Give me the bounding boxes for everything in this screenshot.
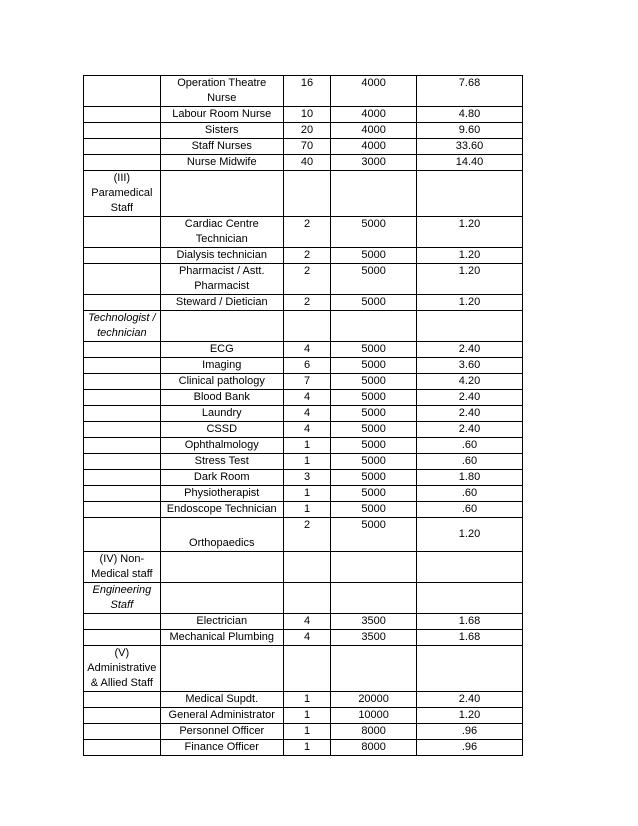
category-cell: (IV) Non-Medical staff <box>84 552 161 583</box>
table-row <box>84 107 523 123</box>
table-row <box>84 470 523 486</box>
staff-name-cell: Laundry <box>160 406 283 422</box>
rate-cell: 5000 <box>331 470 417 486</box>
rate-cell: 8000 <box>331 724 417 740</box>
amount-cell: 2.40 <box>417 342 523 358</box>
category-cell: (V) Administrative & Allied Staff <box>84 646 161 692</box>
rate-cell: 5000 <box>331 438 417 454</box>
quantity-cell: 70 <box>283 139 330 155</box>
amount-cell <box>417 311 523 342</box>
category-cell <box>84 155 161 171</box>
rate-cell: 4000 <box>331 123 417 139</box>
staff-name-cell: ECG <box>160 342 283 358</box>
quantity-cell <box>283 552 330 583</box>
category-cell <box>84 107 161 123</box>
table-row <box>84 342 523 358</box>
amount-cell: 1.20 <box>417 708 523 724</box>
amount-cell: 4.80 <box>417 107 523 123</box>
quantity-cell: 2 <box>283 518 330 552</box>
category-cell <box>84 740 161 756</box>
staff-name-cell: Dark Room <box>160 470 283 486</box>
staff-name-cell: Ophthalmology <box>160 438 283 454</box>
amount-cell: 7.68 <box>417 76 523 107</box>
category-cell <box>84 470 161 486</box>
category-cell <box>84 708 161 724</box>
staff-name-cell: CSSD <box>160 422 283 438</box>
rate-cell: 5000 <box>331 486 417 502</box>
amount-cell: 1.68 <box>417 630 523 646</box>
category-cell <box>84 295 161 311</box>
quantity-cell: 1 <box>283 740 330 756</box>
category-cell <box>84 486 161 502</box>
staff-name-cell: Sisters <box>160 123 283 139</box>
amount-cell: 1.80 <box>417 470 523 486</box>
quantity-cell: 4 <box>283 630 330 646</box>
rate-cell <box>331 583 417 614</box>
amount-cell: 1.20 <box>417 248 523 264</box>
table-row <box>84 123 523 139</box>
amount-cell: .60 <box>417 502 523 518</box>
table-row <box>84 486 523 502</box>
rate-cell: 5000 <box>331 406 417 422</box>
staff-cost-table <box>83 75 523 756</box>
quantity-cell: 4 <box>283 342 330 358</box>
table-row <box>84 422 523 438</box>
category-cell <box>84 358 161 374</box>
amount-cell: 1.20 <box>417 264 523 295</box>
table-row <box>84 264 523 295</box>
quantity-cell <box>283 583 330 614</box>
category-cell <box>84 248 161 264</box>
staff-name-cell <box>160 552 283 583</box>
amount-cell: 1.20 <box>417 518 523 552</box>
staff-name-cell: Imaging <box>160 358 283 374</box>
table-row <box>84 406 523 422</box>
category-cell: (III) Paramedical Staff <box>84 171 161 217</box>
staff-name-cell <box>160 646 283 692</box>
table-row <box>84 358 523 374</box>
amount-cell: 1.20 <box>417 217 523 248</box>
staff-name-cell <box>160 311 283 342</box>
staff-name-cell: Cardiac Centre Technician <box>160 217 283 248</box>
table-row <box>84 708 523 724</box>
category-header-row <box>84 583 523 614</box>
table-row <box>84 155 523 171</box>
amount-cell: .60 <box>417 486 523 502</box>
quantity-cell: 2 <box>283 295 330 311</box>
staff-name-cell: Staff Nurses <box>160 139 283 155</box>
quantity-cell: 1 <box>283 486 330 502</box>
rate-cell <box>331 311 417 342</box>
staff-name-cell: Blood Bank <box>160 390 283 406</box>
staff-name-cell <box>160 583 283 614</box>
amount-cell: 3.60 <box>417 358 523 374</box>
staff-name-cell: Nurse Midwife <box>160 155 283 171</box>
quantity-cell <box>283 311 330 342</box>
table-row <box>84 502 523 518</box>
category-cell: Engineering Staff <box>84 583 161 614</box>
table-row <box>84 217 523 248</box>
rate-cell: 5000 <box>331 518 417 552</box>
rate-cell: 4000 <box>331 107 417 123</box>
quantity-cell: 2 <box>283 264 330 295</box>
staff-name-cell: Labour Room Nurse <box>160 107 283 123</box>
category-cell <box>84 692 161 708</box>
quantity-cell: 4 <box>283 390 330 406</box>
amount-cell: 14.40 <box>417 155 523 171</box>
category-cell <box>84 217 161 248</box>
rate-cell: 5000 <box>331 342 417 358</box>
rate-cell: 3500 <box>331 630 417 646</box>
quantity-cell: 4 <box>283 406 330 422</box>
amount-cell: 1.20 <box>417 295 523 311</box>
staff-name-cell: Pharmacist / Astt. Pharmacist <box>160 264 283 295</box>
amount-cell: 9.60 <box>417 123 523 139</box>
staff-name-cell: General Administrator <box>160 708 283 724</box>
category-cell <box>84 502 161 518</box>
quantity-cell: 6 <box>283 358 330 374</box>
quantity-cell: 10 <box>283 107 330 123</box>
quantity-cell: 1 <box>283 724 330 740</box>
staff-name-cell: Dialysis technician <box>160 248 283 264</box>
category-cell <box>84 342 161 358</box>
amount-cell: .96 <box>417 724 523 740</box>
rate-cell: 8000 <box>331 740 417 756</box>
rate-cell: 5000 <box>331 264 417 295</box>
category-cell <box>84 724 161 740</box>
table-body <box>84 76 523 756</box>
table-row <box>84 724 523 740</box>
category-header-row <box>84 552 523 583</box>
quantity-cell: 1 <box>283 708 330 724</box>
staff-name-cell: Mechanical Plumbing <box>160 630 283 646</box>
quantity-cell: 2 <box>283 248 330 264</box>
quantity-cell <box>283 171 330 217</box>
quantity-cell: 7 <box>283 374 330 390</box>
amount-cell: 1.68 <box>417 614 523 630</box>
amount-cell <box>417 583 523 614</box>
amount-cell: .60 <box>417 438 523 454</box>
category-header-row <box>84 171 523 217</box>
amount-cell: 2.40 <box>417 422 523 438</box>
category-cell <box>84 76 161 107</box>
rate-cell <box>331 646 417 692</box>
staff-name-cell: Endoscope Technician <box>160 502 283 518</box>
rate-cell: 5000 <box>331 374 417 390</box>
table-row <box>84 295 523 311</box>
category-cell <box>84 518 161 552</box>
rate-cell: 3500 <box>331 614 417 630</box>
quantity-cell: 40 <box>283 155 330 171</box>
staff-name-cell: Orthopaedics <box>160 518 283 552</box>
category-cell <box>84 454 161 470</box>
quantity-cell: 20 <box>283 123 330 139</box>
staff-name-cell <box>160 171 283 217</box>
category-cell <box>84 139 161 155</box>
staff-name-cell: Electrician <box>160 614 283 630</box>
rate-cell <box>331 552 417 583</box>
category-cell <box>84 438 161 454</box>
amount-cell: .60 <box>417 454 523 470</box>
amount-cell: 2.40 <box>417 390 523 406</box>
category-header-row <box>84 311 523 342</box>
table-row <box>84 454 523 470</box>
amount-cell: 2.40 <box>417 692 523 708</box>
rate-cell: 5000 <box>331 248 417 264</box>
staff-name-cell: Personnel Officer <box>160 724 283 740</box>
category-cell <box>84 374 161 390</box>
staff-name-cell: Physiotherapist <box>160 486 283 502</box>
staff-name-cell: Steward / Dietician <box>160 295 283 311</box>
table-row <box>84 248 523 264</box>
table-row <box>84 614 523 630</box>
category-cell <box>84 614 161 630</box>
category-cell <box>84 422 161 438</box>
table-row <box>84 630 523 646</box>
quantity-cell: 2 <box>283 217 330 248</box>
table-row <box>84 518 523 552</box>
amount-cell <box>417 552 523 583</box>
staff-name-cell: Operation Theatre Nurse <box>160 76 283 107</box>
table-row <box>84 740 523 756</box>
quantity-cell: 1 <box>283 438 330 454</box>
rate-cell: 10000 <box>331 708 417 724</box>
quantity-cell: 1 <box>283 692 330 708</box>
table-row <box>84 390 523 406</box>
staff-name-cell: Medical Supdt. <box>160 692 283 708</box>
rate-cell: 5000 <box>331 502 417 518</box>
quantity-cell: 16 <box>283 76 330 107</box>
table-row <box>84 692 523 708</box>
amount-cell: 2.40 <box>417 406 523 422</box>
rate-cell: 20000 <box>331 692 417 708</box>
quantity-cell: 3 <box>283 470 330 486</box>
rate-cell: 5000 <box>331 422 417 438</box>
amount-cell <box>417 646 523 692</box>
category-cell <box>84 390 161 406</box>
rate-cell <box>331 171 417 217</box>
amount-cell: 4.20 <box>417 374 523 390</box>
rate-cell: 5000 <box>331 454 417 470</box>
rate-cell: 4000 <box>331 139 417 155</box>
rate-cell: 5000 <box>331 217 417 248</box>
rate-cell: 5000 <box>331 358 417 374</box>
table-row <box>84 374 523 390</box>
staff-name-cell: Clinical pathology <box>160 374 283 390</box>
table-row <box>84 76 523 107</box>
rate-cell: 5000 <box>331 295 417 311</box>
category-cell <box>84 630 161 646</box>
amount-cell <box>417 171 523 217</box>
quantity-cell: 4 <box>283 422 330 438</box>
amount-cell: .96 <box>417 740 523 756</box>
quantity-cell: 1 <box>283 454 330 470</box>
quantity-cell <box>283 646 330 692</box>
rate-cell: 3000 <box>331 155 417 171</box>
category-cell <box>84 264 161 295</box>
table-row <box>84 139 523 155</box>
table-row <box>84 438 523 454</box>
staff-name-cell: Stress Test <box>160 454 283 470</box>
quantity-cell: 1 <box>283 502 330 518</box>
amount-cell: 33.60 <box>417 139 523 155</box>
staff-name-cell: Finance Officer <box>160 740 283 756</box>
category-cell <box>84 406 161 422</box>
rate-cell: 5000 <box>331 390 417 406</box>
category-header-row <box>84 646 523 692</box>
quantity-cell: 4 <box>283 614 330 630</box>
category-cell <box>84 123 161 139</box>
rate-cell: 4000 <box>331 76 417 107</box>
category-cell: Technologist / technician <box>84 311 161 342</box>
